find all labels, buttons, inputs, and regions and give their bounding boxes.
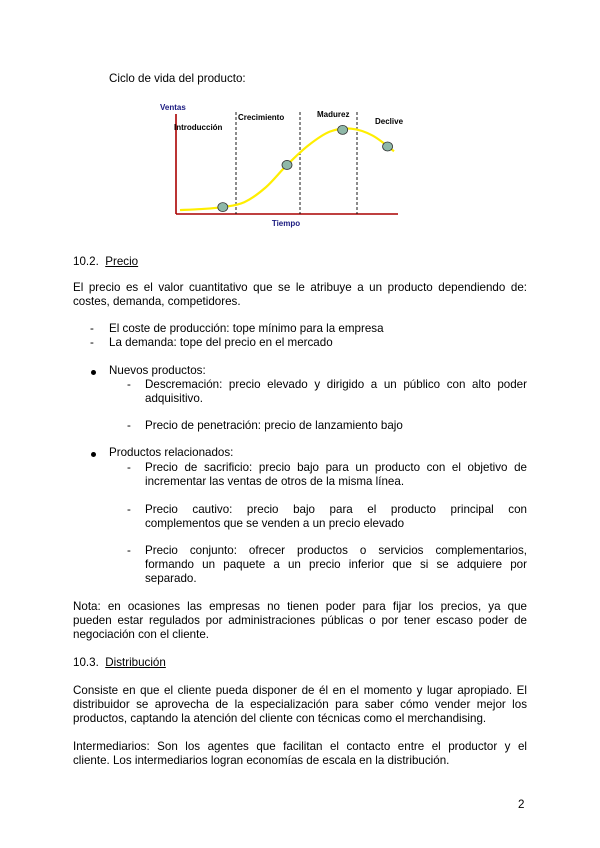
dash-marker: - — [127, 503, 131, 516]
phase-label-introduccion: Introducción — [174, 123, 223, 132]
phase-marker-2 — [282, 160, 292, 169]
section-number: 10.3. — [73, 656, 99, 669]
list-heading: Productos relacionados: — [109, 446, 234, 459]
chart-caption: Ciclo de vida del producto: — [109, 72, 246, 85]
precio-definition-line-1: El precio es el valor cuantitativo que se le atribuye a un producto dependiendo de: — [73, 281, 527, 294]
phase-marker-4 — [383, 142, 393, 151]
section-number: 10.2. — [73, 255, 99, 268]
intermediaries-line-1: Intermediarios: Son los agentes que facilitan el contacto entre el productor y el — [73, 740, 527, 753]
chart-ylabel: Ventas — [160, 103, 186, 112]
dash-marker: - — [90, 336, 94, 349]
note-line-1: Nota: en ocasiones las empresas no tienen poder para fijar los precios, ya que — [73, 600, 527, 613]
list-item: El coste de producción: tope mínimo para la empresa — [109, 322, 384, 335]
note-line-2: pueden estar regulados por administraciones públicas o por tener escaso poder de — [73, 614, 527, 627]
distribution-line-1: Consiste en que el cliente pueda disponer de él en el momento y lugar apropiado. El — [73, 684, 527, 697]
distribution-line-3: productos, captando la atención del cliente con técnicas como el merchandising. — [73, 712, 487, 725]
list-item: adquisitivo. — [145, 392, 204, 405]
phase-label-crecimiento: Crecimiento — [238, 113, 285, 122]
chart-xlabel: Tiempo — [271, 219, 301, 228]
list-item: incrementar las ventas de otros de la misma línea. — [145, 475, 405, 488]
life-cycle-chart — [150, 96, 420, 236]
list-item: Descremación: precio elevado y dirigido a un público con alto poder — [145, 378, 527, 391]
intermediaries-line-2: cliente. Los intermediarios logran economías de escala en la distribución. — [73, 754, 450, 767]
section-title: Distribución — [105, 656, 166, 669]
list-item: Precio conjunto: ofrecer productos o servicios complementarios, — [145, 544, 527, 557]
section-title: Precio — [105, 255, 139, 268]
section-heading-distribucion — [73, 656, 166, 670]
list-item: Precio cautivo: precio bajo para el producto principal con — [145, 503, 527, 516]
note-line-3: negociación con el cliente. — [73, 628, 209, 641]
bullet-icon — [91, 370, 96, 375]
section-heading-precio — [73, 255, 138, 269]
dash-marker: - — [127, 419, 131, 432]
dash-marker: - — [127, 461, 131, 474]
dash-marker: - — [90, 322, 94, 335]
bullet-icon — [91, 452, 96, 457]
dash-marker: - — [127, 378, 131, 391]
list-item: separado. — [145, 572, 197, 585]
list-item: complementos que se venden a un precio elevado — [145, 517, 405, 530]
list-item: Precio de sacrificio: precio bajo para un producto con el objetivo de — [145, 461, 527, 474]
distribution-line-2: distribuidor se aprovecha de la especialización para saber cómo vender mejor los — [73, 698, 527, 711]
phase-marker-1 — [218, 203, 228, 212]
phase-marker-3 — [338, 125, 348, 134]
list-heading: Nuevos productos: — [109, 364, 206, 377]
phase-label-madurez: Madurez — [317, 110, 350, 119]
list-item: Precio de penetración: precio de lanzamiento bajo — [145, 419, 403, 432]
page-number: 2 — [518, 798, 525, 811]
list-item: La demanda: tope del precio en el mercado — [109, 336, 333, 349]
phase-label-declive: Declive — [375, 117, 404, 126]
precio-definition-line-2: costes, demanda, competidores. — [73, 295, 241, 308]
dash-marker: - — [127, 544, 131, 557]
list-item: formando un paquete a un precio inferior que si se adquiere por — [145, 558, 527, 571]
